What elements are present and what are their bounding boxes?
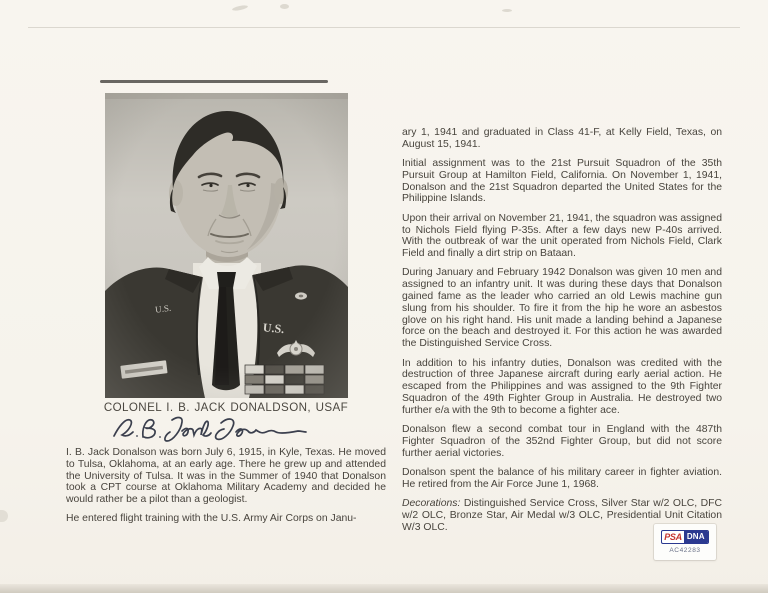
photo-top-artifact-line — [100, 80, 328, 83]
signature-autograph — [112, 415, 308, 444]
scan-artifact-line — [28, 27, 740, 28]
scan-speck — [502, 9, 512, 12]
psa-logo-text: PSA — [664, 532, 682, 542]
psa-dna-logo — [661, 530, 709, 544]
certification-number: AC42283 — [669, 547, 701, 554]
bio-paragraph: In addition to his infantry duties, Donalson was credited with the destruction of three Japanese aircraft during early aerial action. He escaped from the Philippines and was assigned to the 9th Fighter Squadron of the 49th Fighter Group in Australia. He destroyed two further e/a with the 9th to become a fighter ace. — [402, 357, 722, 416]
bio-paragraph: He entered flight training with the U.S. Army Air Corps on Janu- — [66, 513, 357, 525]
decorations-label: Decorations: — [402, 498, 461, 510]
bio-paragraph: During January and February 1942 Donalson was given 10 men and assigned to an infantry unit. It was during these days that Donalson gained fame as the leader who carried an old Lewis machine gun slung from his shoulder. To fire it from the hip he wore an asbestos glove on his right hand. His unit made a landing behind a Japanese force on the beach and destroyed it. For this action he was awarded the Distinguished Service Cross. — [402, 267, 722, 350]
bio-paragraph: I. B. Jack Donalson was born July 6, 1915, in Kyle, Texas. He moved to Tulsa, Oklahoma, at an early age. There he grew up and attended the University of Tulsa. It was in the Summer of 1940 that Donalson took a CPT course at Oklahoma Military Academy and decided he would rather be a pilot than a geologist. — [66, 447, 386, 506]
page-bottom-edge-shadow — [0, 584, 768, 593]
portrait-photo — [105, 93, 348, 398]
scan-speck — [0, 510, 8, 522]
bio-paragraph: Donalson flew a second combat tour in England with the 487th Fighter Squadron of the 352nd Fighter Group, but did not score further aerial victories. — [402, 424, 722, 459]
decorations-text: Distinguished Service Cross, Silver Star w/2 OLC, DFC w/2 OLC, Bronze Star, Air Medal w/3 OLC, Presidential Unit Citation W/3 OLC. — [402, 498, 722, 533]
bio-paragraph: Upon their arrival on November 21, 1941, the squadron was assigned to Nichols Field flying P-35s. After a few days new P-40s arrived. With the outbreak of war the unit operated from Nichols Field, Clark Field and finally a dirt strip on Bataan. — [402, 212, 722, 260]
left-column — [66, 93, 386, 525]
bio-paragraph: ary 1, 1941 and graduated in Class 41-F, at Kelly Field, Texas, on August 15, 1941. — [402, 127, 722, 150]
right-column — [402, 127, 722, 541]
portrait-photo-art — [105, 93, 348, 398]
scan-speck — [280, 4, 289, 9]
bio-paragraph: Initial assignment was to the 21st Pursuit Squadron of the 35th Pursuit Group at Hamilton Field, California. On November 1, 1941, Donalson and the 21st Squadron departed the United States for the Philippine Islands. — [402, 158, 722, 205]
scan-speck — [232, 4, 248, 11]
dna-logo-text: DNA — [684, 531, 708, 543]
photo-caption: COLONEL I. B. JACK DONALDSON, USAF — [103, 401, 349, 414]
psa-dna-authentication-sticker — [654, 524, 716, 560]
bio-paragraph: Donalson spent the balance of his military career in fighter aviation. He retired from the Air Force June 1, 1968. — [402, 466, 722, 490]
